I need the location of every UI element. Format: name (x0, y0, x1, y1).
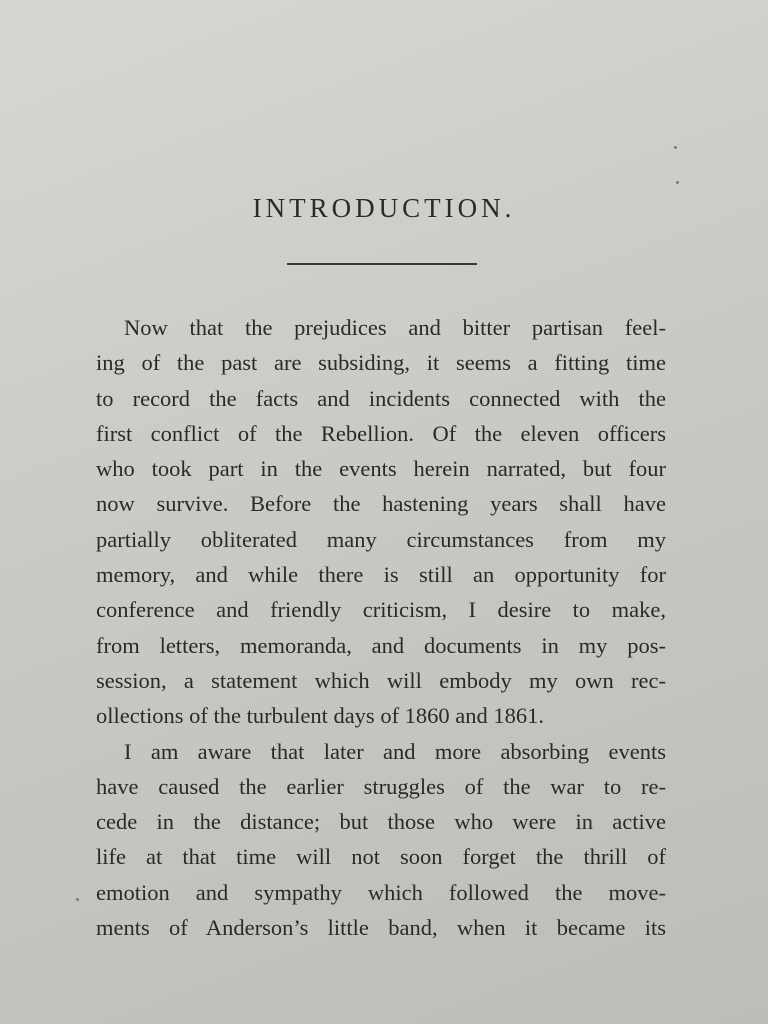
text-line: life at that time will not soon forget the thrill of (96, 844, 666, 870)
text-line: now survive. Before the hastening years shall have (96, 491, 666, 517)
text-line: cede in the distance; but those who were in active (96, 809, 666, 835)
text-line: who took part in the events herein narrated, but four (96, 456, 666, 482)
paper-speck (76, 898, 79, 901)
text-line: have caused the earlier struggles of the war to re- (96, 773, 666, 799)
text-line: I am aware that later and more absorbing events (124, 738, 666, 764)
text-line: from letters, memoranda, and documents in my pos- (96, 632, 666, 658)
paragraph (96, 734, 666, 946)
paragraph (96, 310, 666, 734)
text-line: ing of the past are subsiding, it seems a fitting time (96, 350, 666, 376)
text-line: emotion and sympathy which followed the move- (96, 879, 666, 905)
paper-speck (674, 146, 677, 149)
text-line: ments of Anderson’s little band, when it became its (96, 915, 666, 941)
paper-speck (676, 181, 679, 184)
text-line: Now that the prejudices and bitter partisan feel- (124, 315, 666, 340)
page-title: INTRODUCTION. (252, 193, 516, 223)
title-divider (287, 263, 477, 265)
text-line: ollections of the turbulent days of 1860 and 1861. (96, 703, 545, 729)
text-line: partially obliterated many circumstances from my (96, 526, 666, 552)
text-line: first conflict of the Rebellion. Of the eleven officers (96, 420, 666, 446)
body-text (96, 310, 666, 945)
text-line: session, a statement which will embody my own rec- (96, 667, 666, 693)
text-line: memory, and while there is still an opportunity for (96, 562, 666, 588)
text-line: to record the facts and incidents connected with the (96, 385, 666, 411)
text-line: conference and friendly criticism, I desire to make, (96, 597, 666, 623)
